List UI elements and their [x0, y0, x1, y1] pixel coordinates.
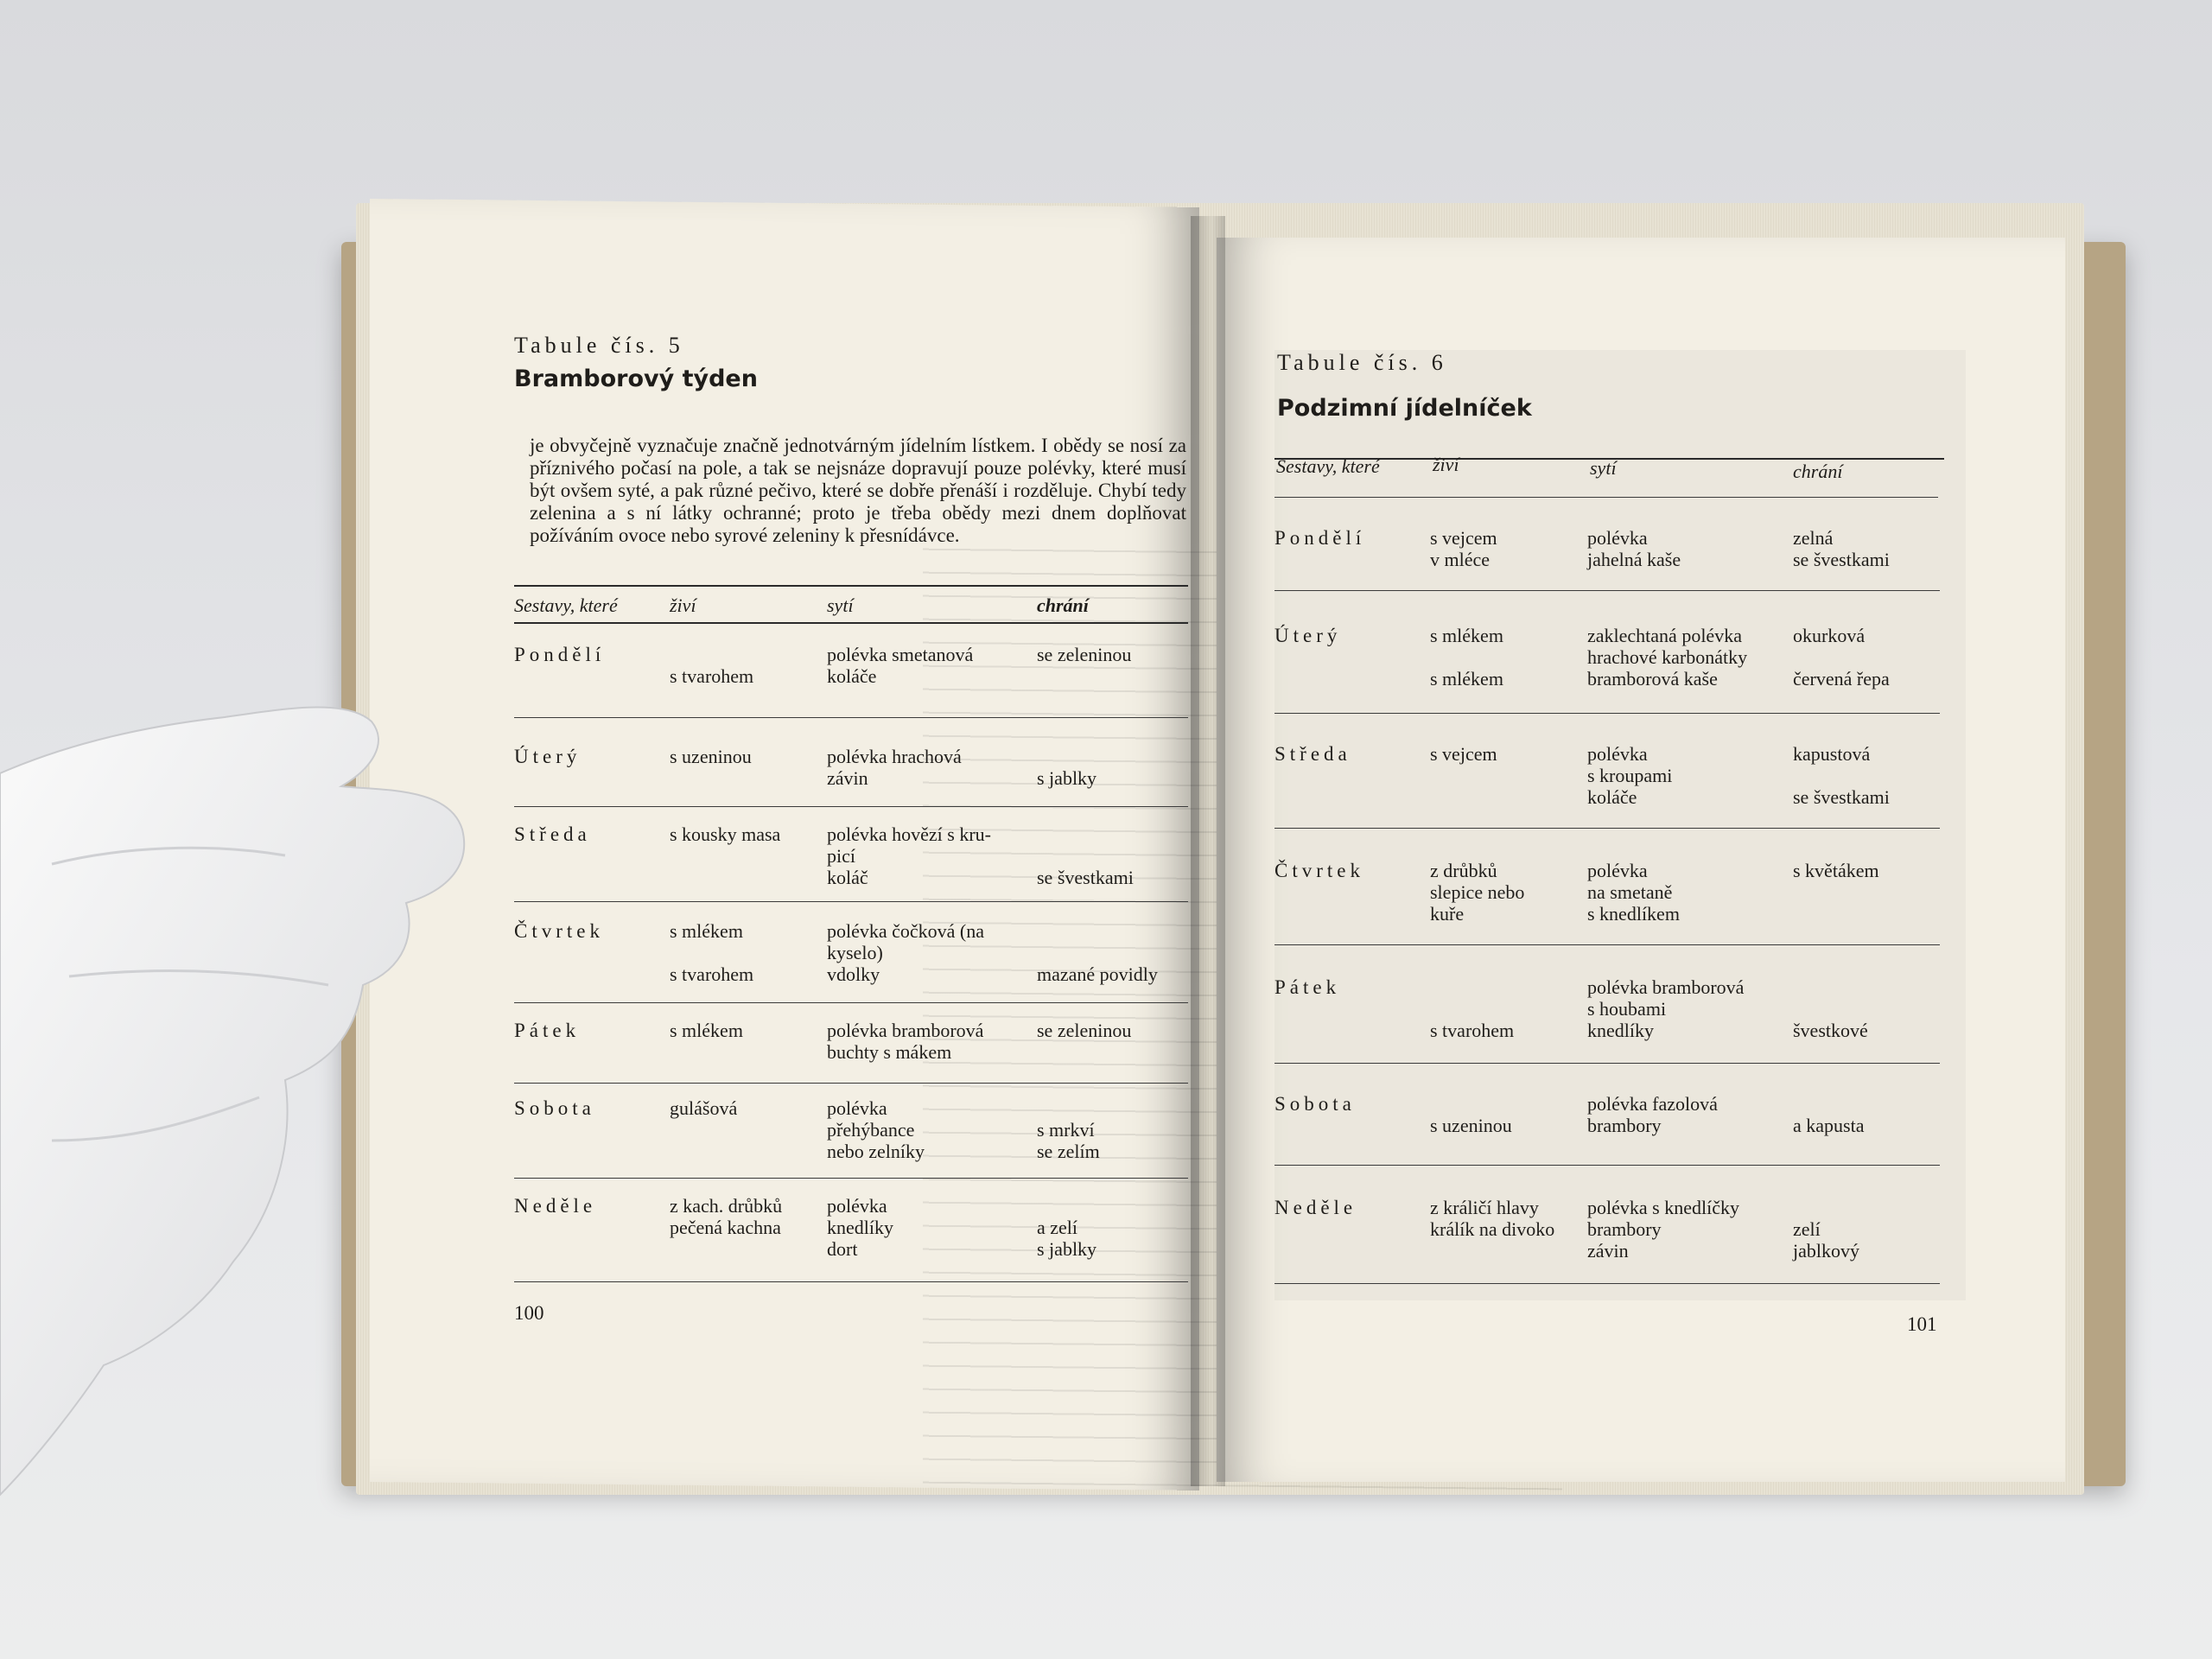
- row-zivi: s vejcem: [1430, 743, 1497, 765]
- header-top-rule: [514, 585, 1188, 587]
- row-chrani: se zeleninou: [1037, 644, 1132, 665]
- row-syti: polévka bramborová s houbami knedlíky: [1587, 976, 1745, 1041]
- row-zivi: s tvarohem: [1430, 1020, 1515, 1041]
- row-zivi: s kousky masa: [670, 823, 781, 845]
- row-zivi: s mlékem: [670, 1020, 743, 1041]
- row-zivi: s tvarohem: [670, 665, 754, 687]
- row-divider: [514, 1281, 1188, 1282]
- row-syti: polévka hovězí s kru- picí koláč: [827, 823, 991, 888]
- header-sestavy: Sestavy, které: [514, 594, 618, 616]
- row-divider: [1274, 828, 1940, 829]
- row-divider: [514, 806, 1188, 807]
- row-day: Čtvrtek: [1274, 860, 1364, 881]
- row-divider: [514, 717, 1188, 718]
- row-day: Úterý: [1274, 625, 1342, 646]
- row-chrani: s mrkví se zelím: [1037, 1119, 1100, 1162]
- row-divider: [514, 1083, 1188, 1084]
- row-zivi: s mlékem s mlékem: [1430, 625, 1503, 690]
- row-chrani: a kapusta: [1793, 1115, 1865, 1136]
- header-bottom-rule: [514, 622, 1188, 624]
- row-chrani: mazané povidly: [1037, 963, 1158, 985]
- row-zivi: gulášová: [670, 1097, 738, 1119]
- header-sestavy: Sestavy, které: [1276, 455, 1380, 477]
- row-syti: polévka s knedlíčky brambory závin: [1587, 1197, 1739, 1262]
- right-page-content: [1274, 350, 1944, 1352]
- row-zivi: s vejcem v mléce: [1430, 527, 1497, 570]
- row-chrani: a zelí s jablky: [1037, 1217, 1097, 1260]
- row-chrani: s jablky: [1037, 767, 1097, 789]
- row-divider: [1274, 1283, 1940, 1284]
- row-syti: polévka s kroupami koláče: [1587, 743, 1673, 808]
- row-day: Pondělí: [514, 644, 606, 665]
- row-divider: [514, 1178, 1188, 1179]
- row-syti: polévka smetanová koláče: [827, 644, 974, 687]
- row-zivi: z králičí hlavy králík na divoko: [1430, 1197, 1555, 1240]
- row-zivi: s uzeninou: [1430, 1115, 1512, 1136]
- row-chrani: okurková červená řepa: [1793, 625, 1890, 690]
- page-title: Bramborový týden: [514, 365, 758, 392]
- left-page-content: [514, 333, 1188, 1326]
- header-chrani: chrání: [1793, 461, 1843, 482]
- page-number: 101: [1907, 1313, 1937, 1335]
- row-syti: polévka jahelná kaše: [1587, 527, 1681, 570]
- row-day: Sobota: [1274, 1093, 1356, 1115]
- header-zivi: živí: [1433, 454, 1459, 475]
- row-day: Čtvrtek: [514, 920, 604, 942]
- row-chrani: zelí jablkový: [1793, 1218, 1859, 1262]
- row-day: Pátek: [1274, 976, 1341, 998]
- row-zivi: z kach. drůbků pečená kachna: [670, 1195, 783, 1238]
- row-chrani: se zeleninou: [1037, 1020, 1132, 1041]
- table-label: Tabule čís. 5: [514, 333, 684, 358]
- header-syti: sytí: [1590, 457, 1617, 479]
- row-chrani: s květákem: [1793, 860, 1879, 881]
- row-day: Středa: [1274, 743, 1351, 765]
- row-divider: [514, 901, 1188, 902]
- page-title: Podzimní jídelníček: [1277, 395, 1532, 422]
- row-syti: polévka čočková (na kyselo) vdolky: [827, 920, 985, 985]
- intro-paragraph: je obvyčejně vyznačuje značně jednotvárným jídelním lístkem. I obědy se nosí za příznivého počasí na pole, a tak se nejsnáze dopravují pouze polévky, které musí být ovšem syté, a pak různé pečivo, které se dobře přenáší i rozděluje. Chybí tedy zelenina a s ní látky ochranné; proto je třeba obědy mezi dnem doplňovat požíváním ovoce nebo syrové zeleniny k přesnídávce.: [530, 435, 1186, 546]
- row-zivi: s uzeninou: [670, 746, 752, 767]
- row-day: Sobota: [514, 1097, 595, 1119]
- row-divider: [1274, 944, 1940, 945]
- row-chrani: zelná se švestkami: [1793, 527, 1890, 570]
- row-chrani: se švestkami: [1037, 867, 1134, 888]
- row-chrani: švestkové: [1793, 1020, 1868, 1041]
- white-glove-hand: [0, 691, 484, 1659]
- row-divider: [1274, 1165, 1940, 1166]
- row-syti: polévka bramborová buchty s mákem: [827, 1020, 984, 1063]
- row-syti: polévka hrachová závin: [827, 746, 962, 789]
- row-day: Úterý: [514, 746, 582, 767]
- page-number: 100: [514, 1302, 544, 1324]
- row-syti: polévka přehýbance nebo zelníky: [827, 1097, 925, 1162]
- header-syti: sytí: [827, 594, 854, 616]
- header-zivi: živí: [670, 594, 696, 616]
- row-day: Středa: [514, 823, 591, 845]
- row-divider: [1274, 1063, 1940, 1064]
- row-divider: [1274, 713, 1940, 714]
- row-zivi: z drůbků slepice nebo kuře: [1430, 860, 1525, 925]
- row-day: Pondělí: [1274, 527, 1366, 549]
- row-zivi: s mlékem s tvarohem: [670, 920, 754, 985]
- row-syti: zaklechtaná polévka hrachové karbonátky bramborová kaše: [1587, 625, 1748, 690]
- row-syti: polévka fazolová brambory: [1587, 1093, 1718, 1136]
- row-day: Neděle: [1274, 1197, 1357, 1218]
- table-label: Tabule čís. 6: [1277, 350, 1447, 375]
- header-chrani: chrání: [1037, 594, 1089, 616]
- row-syti: polévka na smetaně s knedlíkem: [1587, 860, 1680, 925]
- row-day: Neděle: [514, 1195, 597, 1217]
- row-syti: polévka knedlíky dort: [827, 1195, 893, 1260]
- book-gutter: [1191, 216, 1225, 1486]
- row-day: Pátek: [514, 1020, 581, 1041]
- row-chrani: kapustová se švestkami: [1793, 743, 1890, 808]
- header-bottom-rule: [1274, 497, 1938, 498]
- row-divider: [514, 1002, 1188, 1003]
- row-divider: [1274, 590, 1940, 591]
